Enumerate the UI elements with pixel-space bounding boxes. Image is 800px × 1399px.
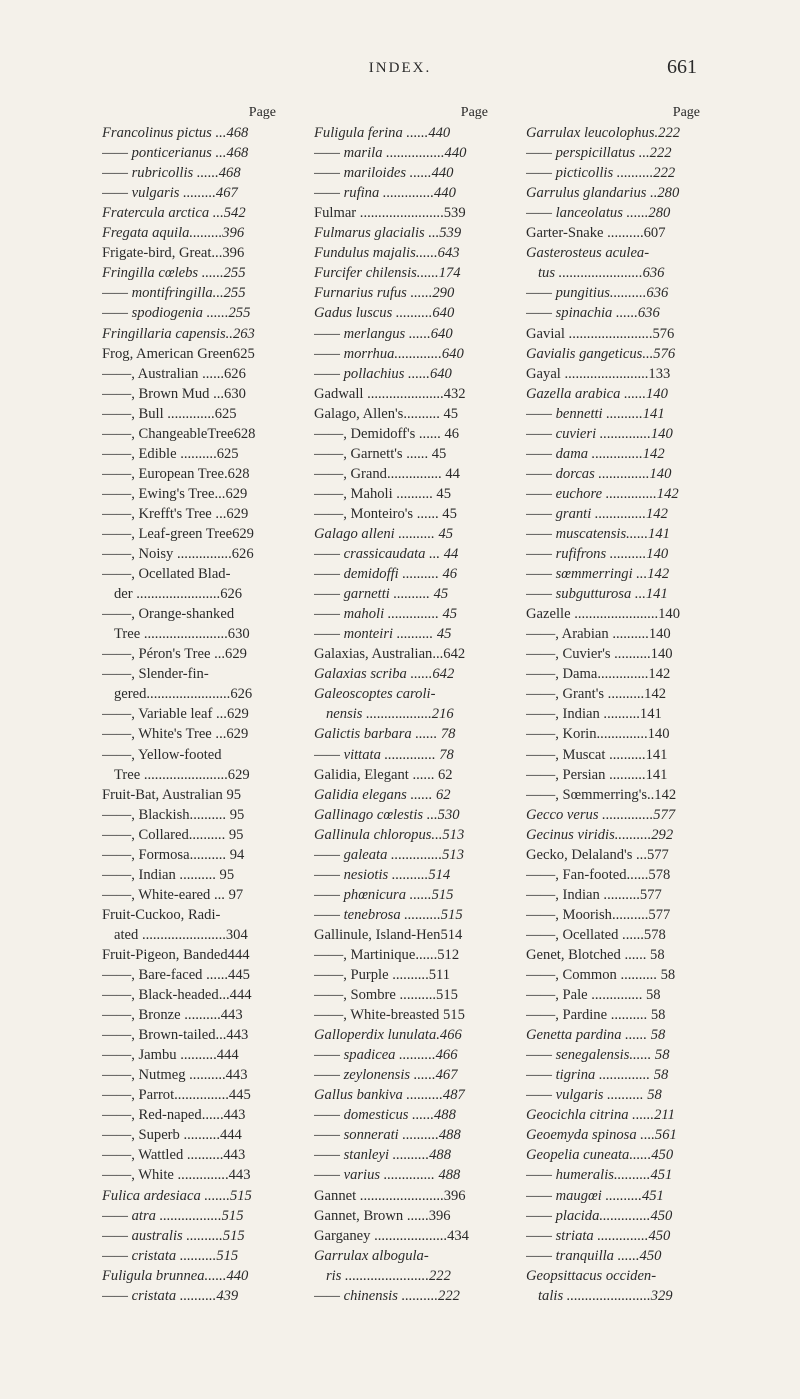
- index-entry: ——, Ocellated ......578: [526, 926, 666, 943]
- index-entry: Gannet, Brown ......396: [314, 1207, 451, 1224]
- index-entry: —— maugœi ..........451: [526, 1187, 664, 1204]
- index-entry: ——, Ewing's Tree...629: [102, 485, 248, 502]
- index-entry: ——, Collared.......... 95: [102, 826, 244, 843]
- index-entry: ——, White's Tree ...629: [102, 726, 249, 743]
- index-entry: Gecinus viridis..........292: [526, 826, 674, 843]
- index-column-1: [102, 103, 290, 1306]
- index-entry: ——, Grand............... 44: [314, 465, 460, 482]
- index-entry: —— vulgaris .........467: [102, 185, 238, 202]
- index-entry: —— tigrina .............. 58: [526, 1067, 669, 1084]
- index-entry: ——, Bull .............625: [102, 405, 237, 422]
- index-entry: ——, Wattled ..........443: [102, 1147, 246, 1164]
- index-entry: —— varius .............. 488: [314, 1167, 461, 1184]
- index-entry: ——, Bare-faced ......445: [102, 967, 250, 984]
- index-entry: ——, Martinique......512: [314, 946, 460, 963]
- index-entry: Frigate-bird, Great...396: [102, 245, 245, 262]
- index-entry: ——, Pale .............. 58: [526, 987, 661, 1004]
- index-entry: ——, White-eared ... 97: [102, 886, 244, 903]
- index-entry: ——, Arabian ..........140: [526, 626, 671, 643]
- index-entry: —— rufina ..............440: [314, 185, 456, 202]
- index-entry: ——, Sombre ..........515: [314, 987, 458, 1004]
- index-entry: ——, Garnett's ...... 45: [314, 445, 447, 462]
- index-entry: Gazella arabica ......140: [526, 385, 668, 402]
- index-entry: ——, Péron's Tree ...629: [102, 646, 247, 663]
- index-entry: Fringilla cœlebs ......255: [102, 265, 246, 282]
- index-entry: Fringillaria capensis..263: [102, 325, 255, 342]
- index-entry: ——, Leaf-green Tree629: [102, 525, 254, 542]
- index-entry: ——, Parrot...............445: [102, 1087, 251, 1104]
- index-entry: Galaxias, Australian...642: [314, 646, 466, 663]
- index-entry: ——, White ..............443: [102, 1167, 251, 1184]
- index-entry: ——, Moorish..........577: [526, 906, 671, 923]
- index-entry: —— muscatensis......141: [526, 525, 670, 542]
- index-entry: —— atra .................515: [102, 1207, 244, 1224]
- index-entry: ——, Brown-tailed...443: [102, 1027, 249, 1044]
- index-entry: —— nesiotis ..........514: [314, 866, 451, 883]
- index-entry: Frog, American Green625: [102, 345, 255, 362]
- index-entry: Galidia elegans ...... 62: [314, 786, 451, 803]
- index-entry: talis .......................329: [538, 1287, 673, 1304]
- index-entry: ——, Indian ..........141: [526, 706, 662, 723]
- column-page-heading: Page: [248, 105, 276, 120]
- index-entry: —— australis ..........515: [102, 1227, 245, 1244]
- index-entry: ——, Blackish.......... 95: [102, 806, 245, 823]
- index-entry: ——, Edible ..........625: [102, 445, 239, 462]
- index-entry: Fruit-Pigeon, Banded444: [102, 946, 250, 963]
- index-entry: ——, ChangeableTree628: [102, 425, 256, 442]
- index-entry: Garter-Snake ..........607: [526, 225, 666, 242]
- index-entry: —— vulgaris .......... 58: [526, 1087, 662, 1104]
- index-entry: Gayal .......................133: [526, 365, 671, 382]
- index-entry: ——, Australian ......626: [102, 365, 246, 382]
- index-entry: Geocichla citrina ......211: [526, 1107, 675, 1124]
- index-column-3: [526, 103, 714, 1306]
- index-entry: —— tranquilla ......450: [526, 1247, 662, 1264]
- index-entry: Gecko, Delaland's ...577: [526, 846, 669, 863]
- index-entry: Fregata aquila.........396: [102, 225, 245, 242]
- index-entry: Galloperdix lunulata.466: [314, 1027, 462, 1044]
- index-entry: Tree .......................629: [114, 766, 250, 783]
- index-entry: ——, Common .......... 58: [526, 967, 676, 984]
- index-entry: Gecco verus ..............577: [526, 806, 676, 823]
- index-entry: —— senegalensis...... 58: [526, 1047, 670, 1064]
- index-entry: —— picticollis ..........222: [526, 165, 676, 182]
- index-entry: —— tenebrosa ..........515: [314, 906, 463, 923]
- index-entry: ——, Red-naped......443: [102, 1107, 246, 1124]
- index-entry: —— cristata ..........439: [102, 1287, 239, 1304]
- index-entry: Gavial .......................576: [526, 325, 675, 342]
- index-entry: —— subgutturosa ...141: [526, 586, 668, 603]
- index-entry: —— sonnerati ..........488: [314, 1127, 461, 1144]
- index-entry: ——, Pardine .......... 58: [526, 1007, 666, 1024]
- index-entry: —— granti ..............142: [526, 505, 668, 522]
- index-entry: —— merlangus ......640: [314, 325, 453, 342]
- index-entry: Genet, Blotched ...... 58: [526, 946, 665, 963]
- index-entry: Gallinula chloropus...513: [314, 826, 465, 843]
- index-entry: ——, Cuvier's ..........140: [526, 646, 673, 663]
- index-entry: Galidia, Elegant ...... 62: [314, 766, 453, 783]
- index-entry: ——, Korin..............140: [526, 726, 670, 743]
- index-entry: ated .......................304: [114, 926, 248, 943]
- index-entry: —— phœnicura ......515: [314, 886, 454, 903]
- index-entry: —— dama ..............142: [526, 445, 665, 462]
- index-entry: —— lanceolatus ......280: [526, 205, 671, 222]
- index-entry: ——, Monteiro's ...... 45: [314, 505, 457, 522]
- column-page-heading: Page: [672, 105, 700, 120]
- index-column-2: [314, 103, 502, 1306]
- index-entry: —— placida..............450: [526, 1207, 673, 1224]
- index-entry: ——, Demidoff's ...... 46: [314, 425, 460, 442]
- index-entry: —— demidoffi .......... 46: [314, 566, 458, 583]
- index-entry: —— ponticerianus ...468: [102, 145, 249, 162]
- index-entry: ——, White-breasted 515: [314, 1007, 465, 1024]
- index-entry: ——, Indian ..........577: [526, 886, 662, 903]
- index-entry: —— dorcas ..............140: [526, 465, 672, 482]
- index-entry: Garrulus glandarius ..280: [526, 185, 680, 202]
- index-entry: —— cristata ..........515: [102, 1247, 239, 1264]
- index-entry: —— bennetti ..........141: [526, 405, 665, 422]
- index-entry: —— garnetti .......... 45: [314, 586, 449, 603]
- index-entry: —— montifringilla...255: [102, 285, 246, 302]
- index-entry: ——, Jambu ..........444: [102, 1047, 239, 1064]
- index-entry: tus .......................636: [538, 265, 665, 282]
- index-entry: Fulmarus glacialis ...539: [314, 225, 462, 242]
- index-entry: Garrulax leucolophus.222: [526, 125, 681, 142]
- index-entry: ——, Maholi .......... 45: [314, 485, 452, 502]
- index-entry: —— spodiogenia ......255: [102, 305, 251, 322]
- index-entry: —— pungitius..........636: [526, 285, 669, 302]
- index-entry: Galago, Allen's.......... 45: [314, 405, 459, 422]
- index-entry: Gadwall .....................432: [314, 385, 466, 402]
- index-entry: ——, Fan-footed......578: [526, 866, 671, 883]
- index-entry: ——, Sœmmerring's..142: [526, 786, 677, 803]
- index-entry: Galictis barbara ...... 78: [314, 726, 456, 743]
- index-entry: ——, Slender-fin-: [102, 666, 209, 683]
- index-entry: Fruit-Cuckoo, Radi-: [102, 906, 221, 923]
- index-entry: ——, Noisy ...............626: [102, 546, 254, 563]
- index-entry: Gavialis gangeticus...576: [526, 345, 676, 362]
- index-entry: ris .......................222: [326, 1267, 451, 1284]
- index-entry: Geopelia cuneata......450: [526, 1147, 674, 1164]
- index-entry: —— spadicea ..........466: [314, 1047, 458, 1064]
- index-entry: ——, Ocellated Blad-: [102, 566, 231, 583]
- index-entry: Gadus luscus ..........640: [314, 305, 455, 322]
- index-entry: —— cuvieri ..............140: [526, 425, 673, 442]
- index-entry: ——, Persian ..........141: [526, 766, 668, 783]
- index-entry: Fuligula ferina ......440: [314, 125, 451, 142]
- index-entry: —— maholi .............. 45: [314, 606, 458, 623]
- index-entry: Geoemyda spinosa ....561: [526, 1127, 677, 1144]
- index-entry: gered.......................626: [114, 686, 253, 703]
- index-entry: Gallinago cœlestis ...530: [314, 806, 460, 823]
- index-entry: Galaxias scriba ......642: [314, 666, 455, 683]
- index-entry: ——, Nutmeg ..........443: [102, 1067, 248, 1084]
- index-entry: —— crassicaudata ... 44: [314, 546, 459, 563]
- index-entry: —— monteiri .......... 45: [314, 626, 452, 643]
- index-entry: ——, Krefft's Tree ...629: [102, 505, 249, 522]
- index-entry: Gazelle .......................140: [526, 606, 681, 623]
- index-entry: Gallinule, Island-Hen514: [314, 926, 463, 943]
- index-entry: —— perspicillatus ...222: [526, 145, 672, 162]
- index-entry: Furnarius rufus ......290: [314, 285, 455, 302]
- index-entry: ——, Dama..............142: [526, 666, 671, 683]
- index-entry: ——, Yellow-footed: [102, 746, 222, 763]
- index-entry: —— euchore ..............142: [526, 485, 679, 502]
- index-entry: Fulmar .......................539: [314, 205, 466, 222]
- index-entry: —— rubricollis ......468: [102, 165, 241, 182]
- index-entry: Garganey ....................434: [314, 1227, 469, 1244]
- index-entry: —— galeata ..............513: [314, 846, 464, 863]
- index-entry: —— morrhua.............640: [314, 345, 464, 362]
- index-entry: —— domesticus ......488: [314, 1107, 456, 1124]
- index-entry: ——, Superb ..........444: [102, 1127, 242, 1144]
- index-entry: der .......................626: [114, 586, 243, 603]
- index-entry: Fundulus majalis......643: [314, 245, 460, 262]
- index-entry: Furcifer chilensis......174: [314, 265, 461, 282]
- index-entry: Fuligula brunnea......440: [102, 1267, 249, 1284]
- index-entry: Genetta pardina ...... 58: [526, 1027, 666, 1044]
- index-entry: —— stanleyi ..........488: [314, 1147, 452, 1164]
- index-entry: —— zeylonensis ......467: [314, 1067, 458, 1084]
- index-entry: Tree .......................630: [114, 626, 250, 643]
- index-entry: —— chinensis ..........222: [314, 1287, 460, 1304]
- index-entry: —— sœmmerringi ...142: [526, 566, 670, 583]
- index-entry: Geopsittacus occiden-: [526, 1267, 657, 1284]
- index-entry: Garrulax albogula-: [314, 1247, 429, 1264]
- index-entry: —— pollachius ......640: [314, 365, 452, 382]
- index-entry: ——, Grant's ..........142: [526, 686, 667, 703]
- index-entry: Fulica ardesiaca .......515: [102, 1187, 252, 1204]
- index-entry: Gasterosteus aculea-: [526, 245, 650, 262]
- index-entry: ——, Black-headed...444: [102, 987, 252, 1004]
- index-entry: —— spinachia ......636: [526, 305, 660, 322]
- index-entry: Fratercula arctica ...542: [102, 205, 246, 222]
- index-entry: Gannet .......................396: [314, 1187, 466, 1204]
- page-header: [0, 0, 800, 105]
- index-entry: —— rufifrons ..........140: [526, 546, 669, 563]
- running-head: INDEX.: [368, 60, 432, 76]
- index-entry: Gallus bankiva ..........487: [314, 1087, 465, 1104]
- index-entry: Galago alleni .......... 45: [314, 525, 454, 542]
- index-entry: Galeoscoptes caroli-: [314, 686, 436, 703]
- index-entry: Francolinus pictus ...468: [102, 125, 249, 142]
- index-entry: ——, Brown Mud ...630: [102, 385, 246, 402]
- index-entry: —— mariloides ......440: [314, 165, 454, 182]
- page-number: 661: [667, 56, 697, 78]
- index-entry: —— vittata .............. 78: [314, 746, 454, 763]
- index-entry: ——, Formosa.......... 94: [102, 846, 245, 863]
- index-entry: ——, Purple ..........511: [314, 967, 451, 984]
- index-entry: ——, Bronze ..........443: [102, 1007, 243, 1024]
- index-entry: —— humeralis..........451: [526, 1167, 673, 1184]
- index-entry: ——, Muscat ..........141: [526, 746, 668, 763]
- index-entry: ——, European Tree.628: [102, 465, 250, 482]
- index-entry: —— marila ................440: [314, 145, 467, 162]
- index-entry: nensis ..................216: [326, 706, 454, 723]
- index-entry: —— striata ..............450: [526, 1227, 671, 1244]
- index-entry: ——, Orange-shanked: [102, 606, 235, 623]
- index-entry: Fruit-Bat, Australian 95: [102, 786, 242, 803]
- index-entry: ——, Indian .......... 95: [102, 866, 235, 883]
- column-page-heading: Page: [460, 105, 488, 120]
- index-entry: ——, Variable leaf ...629: [102, 706, 249, 723]
